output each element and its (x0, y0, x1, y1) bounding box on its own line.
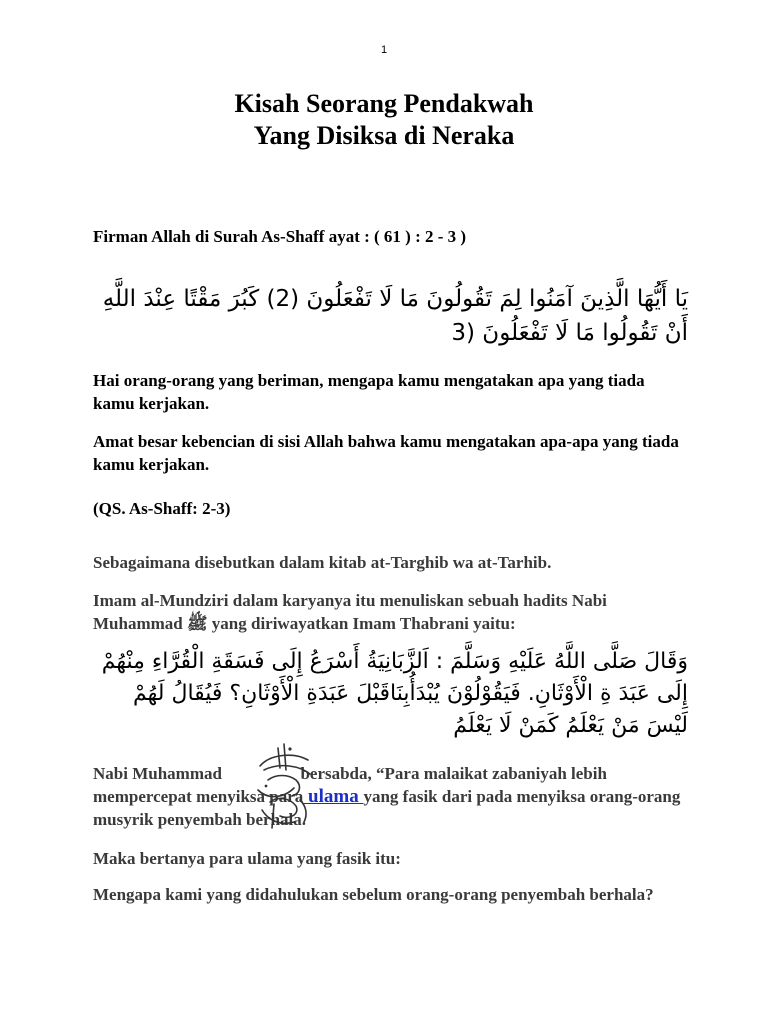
saw-paragraph (93, 762, 683, 831)
hadith-arabic: وَقَالَ صَلَّى اللَّهُ عَلَيْهِ وَسَلَّمَ : اَلزَّبَانِيَةُ أَسْرَعُ إِلَى فَسَقَةِ الْقُرَّاءِ مِنْهُمْ إِلَى عَبَدَ ةِ الْأَوْثَانِ. فَيَقُوْلُوْنَ يُبْدَأُبِنَاقَبْلَ عَبَدَةِ الْأَوْثَانِ؟ فَيُقَالُ لَهُمْ لَيْسَ مَنْ يَعْلَمُ كَمَنْ لَا يَعْلَمُ (101, 649, 688, 738)
surah-heading: Firman Allah di Surah As-Shaff ayat : ( 61 ) : 2 - 3 ) (93, 227, 467, 246)
salallahu-alaihi-wasallam-seal-icon (250, 740, 320, 830)
page-number: 1 (380, 44, 388, 56)
ayah-arabic: يَا أَيُّهَا الَّذِينَ آمَنُوا لِمَ تَقُولُونَ مَا لَا تَفْعَلُونَ (2) كَبُرَ مَقْتًا عِنْدَ اللَّهِ أَنْ تَقُولُوا مَا لَا تَفْعَلُونَ (3 (102, 286, 688, 346)
title-line-2: Yang Disiksa di Neraka (253, 121, 515, 150)
ulama-link[interactable]: ulama (303, 786, 364, 807)
translation-1: Hai orang-orang yang beriman, mengapa kamu mengatakan apa yang tiada kamu kerjakan. (93, 371, 645, 413)
paragraph-imam: Imam al-Mundziri dalam karyanya itu menuliskan sebuah hadits Nabi Muhammad ﷺ yang diriwayatkan Imam Thabrani yaitu: (93, 591, 607, 633)
quran-reference: (QS. As-Shaff: 2-3) (93, 499, 231, 518)
page-title (0, 88, 768, 152)
paragraph-kitab: Sebagaimana disebutkan dalam kitab at-Targhib wa at-Tarhib. (93, 553, 552, 572)
paragraph-mengapa: Mengapa kami yang didahulukan sebelum orang-orang penyembah berhala? (93, 885, 654, 904)
translation-2: Amat besar kebencian di sisi Allah bahwa kamu mengatakan apa-apa yang tiada kamu kerjakan. (93, 432, 679, 474)
saw-paragraph-part-3: yang fasik dari pada menyiksa orang-orang musyrik penyembah berhala. (93, 787, 681, 829)
paragraph-tanya: Maka bertanya para ulama yang fasik itu: (93, 849, 401, 868)
saw-paragraph-part-2: bersabda, “Para malaikat zabaniyah lebih mempercepat menyiksa para (93, 764, 607, 806)
saw-paragraph-part-1: Nabi Muhammad (93, 764, 227, 783)
title-line-1: Kisah Seorang Pendakwah (234, 89, 534, 118)
